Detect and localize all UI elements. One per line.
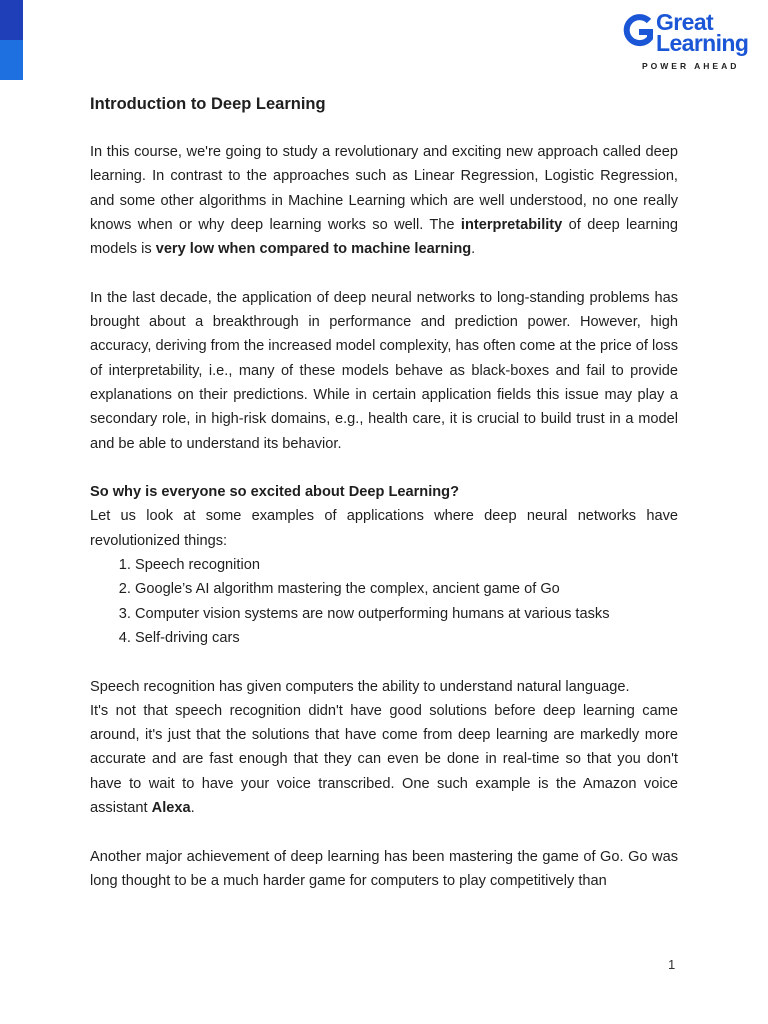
paragraph-intro (90, 140, 678, 261)
section-heading: So why is everyone so excited about Deep Learning? (90, 484, 459, 501)
spacer (90, 261, 678, 285)
brand-logo (622, 10, 758, 74)
applications-list (90, 553, 678, 650)
intro-text-2: of deep learning models is (90, 216, 678, 258)
list-item: 2. Google’s AI algorithm mastering the complex, ancient game of Go (135, 577, 678, 601)
paragraph-speech (90, 699, 678, 820)
document-title: Introduction to Deep Learning (90, 95, 326, 113)
spacer (90, 650, 678, 674)
list-item: 4. Self-driving cars (135, 626, 678, 650)
list-item: 1. Speech recognition (135, 553, 678, 577)
section-intro: Let us look at some examples of applications where deep neural networks have revolutionized things: (90, 508, 678, 549)
document-body (90, 92, 678, 893)
logo-g-icon (622, 12, 654, 52)
speech-bold-alexa: Alexa (151, 800, 191, 817)
intro-text-1: In this course, we're going to study a revolutionary and exciting new approach called deep learning. In contrast to the approaches such as Linear Regression, Logistic Regression, and some other algorithms in Machine Learning which are well understood, no one really knows when or why deep learning works so well. The (90, 144, 678, 233)
page-number: 1 (668, 957, 676, 972)
paragraph-decade: In the last decade, the application of deep neural networks to long-standing problems has brought about a breakthrough in performance and prediction power. However, high accuracy, deriving from the increased model complexity, has often come at the price of loss of interpretability, i.e., many of these models behave as black-boxes and fail to provide explanations on their predictions. While in certain application fields this issue may play a secondary role, in high-risk domains, e.g., health care, it is crucial to build trust in a model and be able to understand its behavior. (90, 289, 678, 452)
spacer (90, 456, 678, 480)
logo-line-great: Great (656, 9, 714, 35)
intro-text-3: . (471, 241, 476, 258)
accent-bar (0, 0, 23, 80)
speech-intro-line: Speech recognition has given computers the ability to understand natural language. (90, 678, 630, 695)
intro-bold-comparison: very low when compared to machine learning (155, 241, 472, 258)
logo-line-learning: Learning (656, 30, 749, 56)
speech-text-2: . (190, 800, 195, 817)
speech-text-1: It's not that speech recognition didn't have good solutions before deep learning came around, it's just that the solutions that have come from deep learning are markedly more accurate and are fast enough that they can even be done in real-time so that you don't have to wait to have your voice transcribed. One such example is the Amazon voice assistant (90, 702, 678, 817)
list-item: 3. Computer vision systems are now outperforming humans at various tasks (135, 602, 678, 626)
intro-bold-interpretability: interpretability (460, 216, 563, 233)
logo-tagline: POWER AHEAD (642, 61, 740, 71)
paragraph-go: Another major achievement of deep learning has been mastering the game of Go. Go was long thought to be a much harder game for computers to play competitively than (90, 848, 678, 889)
spacer (90, 820, 678, 844)
